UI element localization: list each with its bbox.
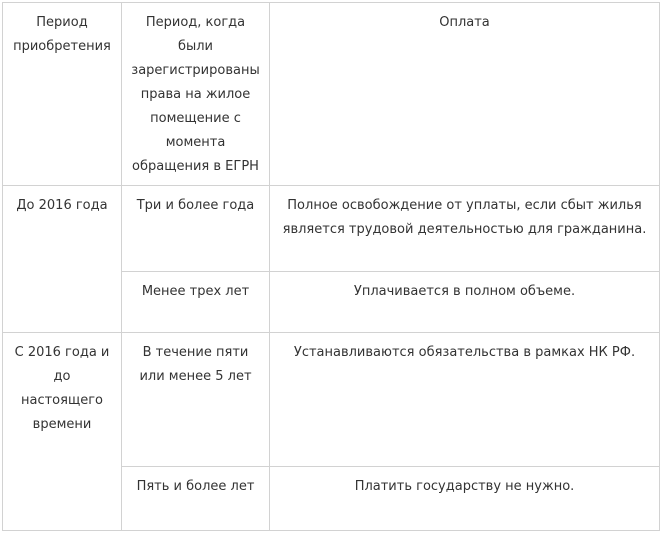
- table-header-row: [3, 3, 660, 186]
- header-payment: Оплата: [270, 3, 660, 186]
- term-cell: Пять и более лет: [122, 467, 270, 531]
- term-cell: Три и более года: [122, 186, 270, 272]
- period-cell: С 2016 года и до настоящего времени: [3, 333, 122, 531]
- header-registration-period: Период, когда были зарегистрированы права на жилое помещение с момента обращения в ЕГРН: [122, 3, 270, 186]
- period-cell: До 2016 года: [3, 186, 122, 333]
- payment-cell: Устанавливаются обязательства в рамках НК РФ.: [270, 333, 660, 467]
- table-row: [3, 186, 660, 272]
- term-cell: В течение пяти или менее 5 лет: [122, 333, 270, 467]
- table-row: [3, 333, 660, 467]
- tax-table: [2, 2, 660, 531]
- payment-cell: Полное освобождение от уплаты, если сбыт жилья является трудовой деятельностью для гражданина.: [270, 186, 660, 272]
- payment-cell: Платить государству не нужно.: [270, 467, 660, 531]
- term-cell: Менее трех лет: [122, 272, 270, 333]
- payment-cell: Уплачивается в полном объеме.: [270, 272, 660, 333]
- header-acquisition-period: Период приобретения: [3, 3, 122, 186]
